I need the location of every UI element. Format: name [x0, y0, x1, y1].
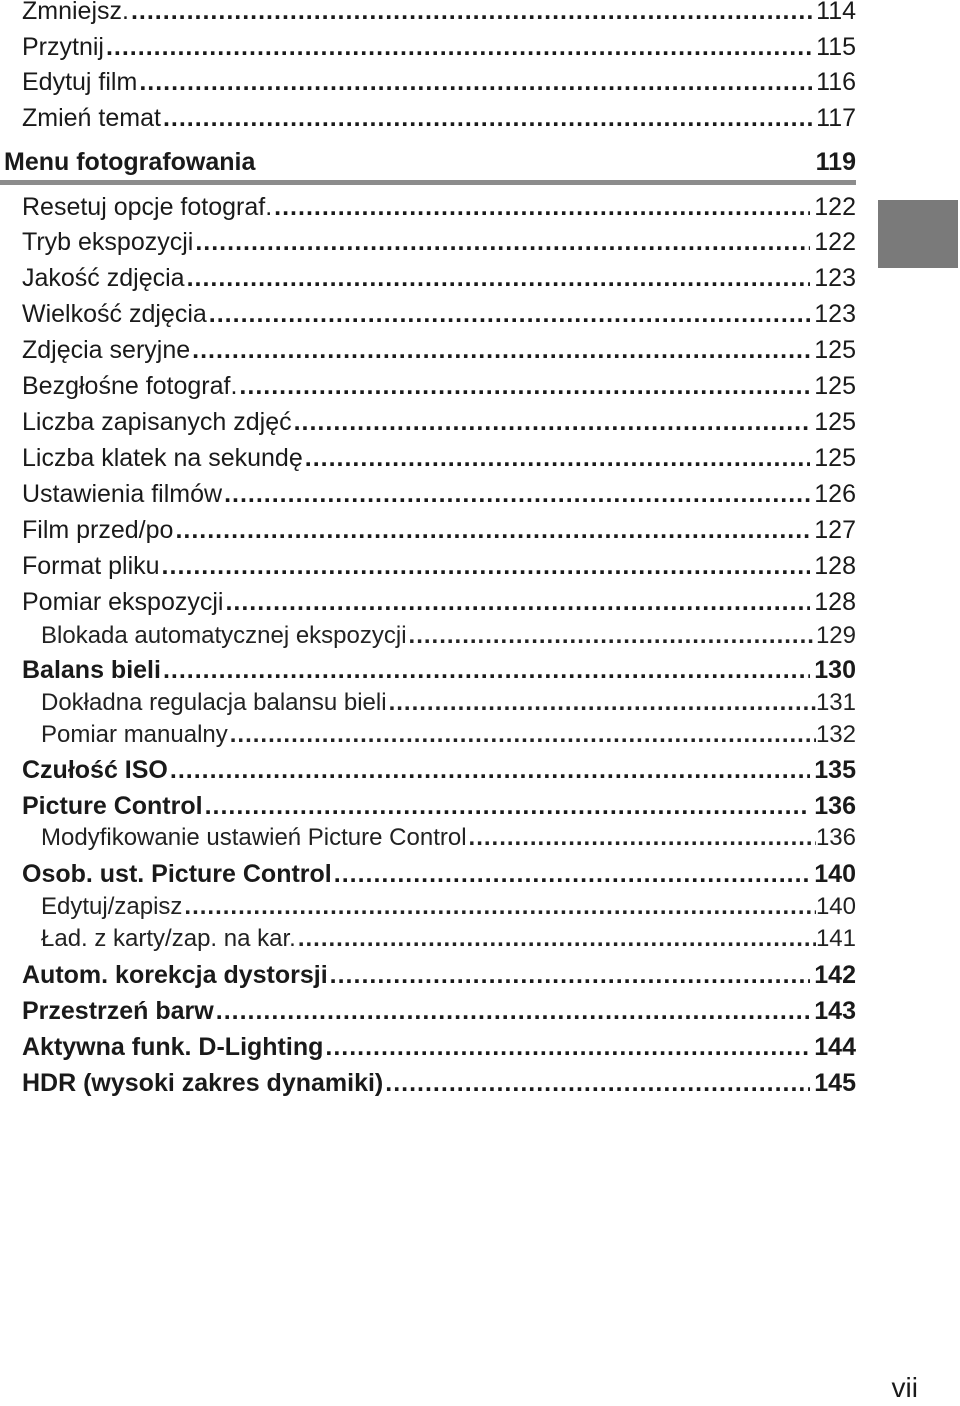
toc-entry [22, 371, 856, 401]
toc-entry [22, 755, 856, 785]
entry-page: 128 [814, 552, 856, 580]
toc-entry [22, 103, 856, 133]
leader-dots [334, 859, 811, 889]
entry-page: 126 [814, 480, 856, 508]
entry-page: 127 [814, 516, 856, 544]
leader-dots [192, 335, 810, 365]
entry-page: 130 [814, 656, 856, 684]
entry-label: Dokładna regulacja balansu bieli [41, 689, 387, 716]
entry-label: Przestrzeń barw [22, 997, 214, 1025]
entry-label: Balans bieli [22, 656, 161, 684]
entry-page: 122 [814, 228, 856, 256]
leader-dots [184, 892, 816, 922]
toc-entry [22, 32, 856, 62]
toc-subentry [22, 688, 856, 718]
entry-page: 141 [815, 925, 856, 952]
entry-label: Jakość zdjęcia [22, 264, 185, 292]
toc-entry [22, 299, 856, 329]
toc-entry [22, 479, 856, 509]
leader-dots [106, 32, 812, 62]
leader-dots [305, 443, 811, 473]
toc-subentry [22, 621, 856, 651]
section-title: Menu fotografowania [4, 148, 256, 176]
leader-dots [205, 791, 811, 821]
leader-dots [294, 407, 811, 437]
toc-entry [22, 335, 856, 365]
entry-label: Zmniejsz. [22, 0, 129, 25]
toc-entry [22, 960, 856, 990]
entry-page: 144 [814, 1033, 856, 1061]
toc-entry [22, 263, 856, 293]
entry-label: Pomiar manualny [41, 721, 228, 748]
toc-entry [22, 1032, 856, 1062]
entry-label: Pomiar ekspozycji [22, 588, 224, 616]
entry-label: Liczba zapisanych zdjęć [22, 408, 292, 436]
entry-label: Wielkość zdjęcia [22, 300, 207, 328]
entry-label: HDR (wysoki zakres dynamiki) [22, 1069, 384, 1097]
toc-entry [22, 407, 856, 437]
toc-entry [22, 515, 856, 545]
entry-label: Aktywna funk. D-Lighting [22, 1033, 324, 1061]
entry-label: Ład. z karty/zap. na kar. [41, 925, 296, 952]
entry-label: Tryb ekspozycji [22, 228, 194, 256]
entry-page: 132 [815, 721, 856, 748]
toc-subentry [22, 924, 856, 954]
toc-entry [22, 587, 856, 617]
leader-dots [195, 227, 810, 257]
leader-dots [170, 755, 810, 785]
toc-entry [22, 0, 856, 26]
entry-page: 128 [814, 588, 856, 616]
entry-page: 122 [814, 193, 856, 221]
entry-label: Resetuj opcje fotograf. [22, 193, 273, 221]
entry-page: 142 [814, 961, 856, 989]
entry-page: 125 [814, 408, 856, 436]
entry-page: 125 [814, 444, 856, 472]
leader-dots [330, 960, 811, 990]
toc-subentry [22, 892, 856, 922]
leader-dots [163, 655, 810, 685]
entry-page: 115 [816, 33, 856, 61]
toc-entry [22, 551, 856, 581]
entry-label: Modyfikowanie ustawień Picture Control [41, 824, 467, 851]
toc-entry [22, 996, 856, 1026]
leader-dots [239, 371, 810, 401]
section-heading [0, 145, 856, 185]
entry-page: 143 [814, 997, 856, 1025]
leader-dots [230, 720, 816, 750]
chapter-tab-marker [878, 200, 958, 268]
entry-page: 135 [814, 756, 856, 784]
entry-label: Format pliku [22, 552, 160, 580]
entry-label: Osob. ust. Picture Control [22, 860, 332, 888]
entry-page: 136 [815, 824, 856, 851]
page-number: vii [891, 1372, 918, 1403]
leader-dots [162, 551, 811, 581]
toc-entry [22, 192, 856, 222]
entry-page: 114 [816, 0, 856, 25]
leader-dots [209, 299, 811, 329]
entry-label: Bezgłośne fotograf. [22, 372, 238, 400]
toc-entry [22, 67, 856, 97]
entry-page: 145 [814, 1069, 856, 1097]
leader-dots [187, 263, 811, 293]
leader-dots [163, 103, 812, 133]
entry-label: Film przed/po [22, 516, 174, 544]
leader-dots [274, 192, 810, 222]
leader-dots [469, 823, 816, 853]
entry-page: 140 [815, 893, 856, 920]
entry-page: 129 [815, 622, 856, 649]
entry-label: Zmień temat [22, 104, 161, 132]
section-page: 119 [815, 148, 856, 176]
entry-label: Edytuj film [22, 68, 138, 96]
entry-label: Liczba klatek na sekundę [22, 444, 303, 472]
toc-entry [22, 791, 856, 821]
toc-entry [22, 1068, 856, 1098]
entry-label: Przytnij [22, 33, 104, 61]
toc-subentry [22, 823, 856, 853]
entry-page: 125 [814, 336, 856, 364]
entry-label: Czułość ISO [22, 756, 168, 784]
leader-dots [325, 1032, 810, 1062]
entry-page: 136 [814, 792, 856, 820]
entry-page: 123 [814, 300, 856, 328]
entry-label: Autom. korekcja dystorsji [22, 961, 328, 989]
leader-dots [131, 0, 812, 26]
entry-page: 123 [814, 264, 856, 292]
entry-label: Zdjęcia seryjne [22, 336, 191, 364]
leader-dots [298, 924, 816, 954]
leader-dots [175, 515, 810, 545]
toc-subentry [22, 720, 856, 750]
entry-page: 131 [815, 689, 856, 716]
toc-entry [22, 227, 856, 257]
entry-label: Blokada automatycznej ekspozycji [41, 622, 407, 649]
entry-page: 117 [816, 104, 856, 132]
leader-dots [225, 587, 810, 617]
toc-entry [22, 443, 856, 473]
toc-entry [22, 859, 856, 889]
leader-dots [389, 688, 816, 718]
entry-label: Picture Control [22, 792, 203, 820]
leader-dots [224, 479, 810, 509]
entry-label: Ustawienia filmów [22, 480, 223, 508]
leader-dots [409, 621, 816, 651]
leader-dots [139, 67, 812, 97]
leader-dots [385, 1068, 810, 1098]
entry-page: 140 [814, 860, 856, 888]
toc-entry [22, 655, 856, 685]
entry-label: Edytuj/zapisz [41, 893, 183, 920]
leader-dots [216, 996, 811, 1026]
entry-page: 116 [816, 68, 856, 96]
entry-page: 125 [814, 372, 856, 400]
